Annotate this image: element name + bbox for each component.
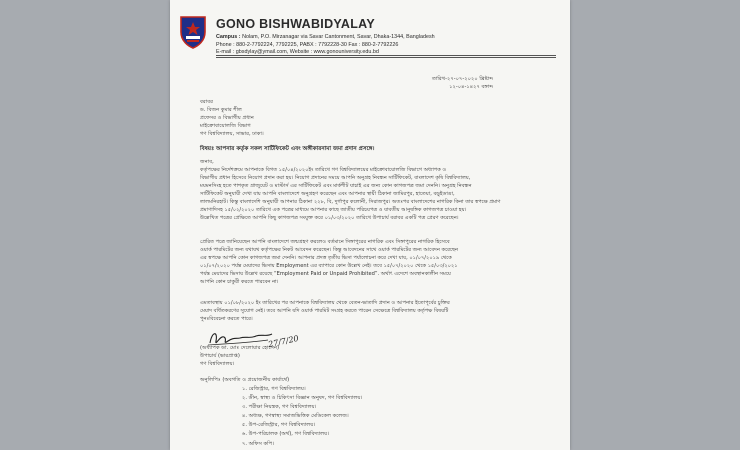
paragraph-line: আপনি কোন চাকুরী করতে পারবেন না। [200, 279, 279, 285]
recipient-block [200, 98, 264, 138]
paragraph-line: এর স্বপক্ষে আপনি কোন কাগজপত্র জমা দেননি। আপনার প্রদত্ত তৃতীয় ভিসা পর্যালোচনা করে দেখা যায়, ০১/০৭/২০১৯ থেকে [200, 255, 452, 261]
paragraph-line: ময়মনসিংহ হতে পাশকৃত গ্রাজুয়েট ও মাস্টার্স এর সার্টিফিকেট এবং মার্কশীট যাচাই এর জন্য কোন কাগজপত্র জমা দেননি। অনুগ্রহ নিবন্ধন [200, 183, 472, 189]
paragraph-line: উল্লেখিত পত্রের প্রেক্ষিতে আপনি কিছু কাগজপত্র সংযুক্ত করে ০১/০৩/২০২০ তারিখে উপাচার্য বরাবর একটি পত্র প্রেরণ করেছেন। [200, 215, 459, 221]
recipient-line: গণ বিশ্ববিদ্যালয়, সাভার, ঢাকা। [200, 131, 264, 137]
paragraph-line: বিভাগীয় প্রধান হিসেবে নিয়োগ প্রদান করা হয়। নিয়োগ প্রদানের সময়ে আপনি অনুগ্রহ নিবন্ধন সার্টিফিকেট, বাংলাদেশ কৃষি বিশ্ববিদ্যালয়, [200, 175, 471, 181]
letter-page [170, 0, 570, 450]
signer-block [200, 344, 279, 368]
signature-date: 27/7/20 [267, 333, 300, 350]
paragraph-line: প্রমাণাদিসহ ১৫/০২/২০২০ তারিখে এক পত্রের মাধ্যমে আপনার কাছে জাতীয় পরিচয়পত্র ও যাবতীয় আনুষঙ্গিক কাগজপত্র চাওয়া হয়। [200, 207, 467, 213]
signer-line: (অধ্যাপক ডা. মোঃ দেলোয়ার হোসেন) [200, 345, 280, 351]
list-item: ৬. উপ-পরিচালক (অর্থ), গণ বিশ্ববিদ্যালয়। [242, 431, 330, 438]
phone-line: Phone : 880-2-7792224, 7792225, PABX : 7792228-30 Fax : 880-2-7792226 [216, 41, 399, 48]
date-bangla: ১২-০৪-১৪২৭ বঙ্গাব্দ [449, 84, 493, 90]
body-paragraph-1 [200, 166, 545, 222]
university-name: GONO BISHWABIDYALAY [216, 17, 375, 31]
signer-line: গণ বিশ্ববিদ্যালয়। [200, 361, 235, 367]
body-paragraph-3 [200, 299, 545, 323]
paragraph-line: ওয়ার্ক পারমিটের জন্য যথাযথ কর্তৃপক্ষের নিকট আবেদন করেছেন। কিন্তু আবেদনের সাথে ওয়ার্ক পারমিটের জন্য আবেদন করেছেন [200, 247, 459, 253]
letter-date [432, 75, 493, 91]
university-logo-icon [178, 14, 208, 50]
recipient-line: মাইক্রোবায়োলজি বিভাগ [200, 123, 251, 129]
campus-line [216, 34, 546, 42]
letter-subject: বিষয়ঃ আপনার কর্তৃক সকল সার্টিফিকেট এবং অঙ্গীকারনামা জমা প্রদান প্রসঙ্গে। [200, 146, 375, 152]
paragraph-line: কর্তৃপক্ষের নির্দেশক্রমে আপনাকে বিগত ১৫/০৪/২০২০ইং তারিখে গণ বিশ্ববিদ্যালয়ের মাইক্রোবায়োলজি বিভাগে অধ্যাপক ও [200, 167, 447, 173]
salutation: জনাব, [200, 159, 214, 165]
paragraph-line: পুনঃবিবেচনা করতে পারে। [200, 316, 253, 322]
campus-label: Campus : [216, 34, 241, 40]
list-item: ৩. পরীক্ষা নিয়ন্ত্রক, গণ বিশ্ববিদ্যালয়। [242, 404, 317, 411]
list-item: ৫. উপ-রেজিস্ট্রার, গণ বিশ্ববিদ্যালয়। [242, 422, 316, 429]
body-paragraph-2 [200, 238, 545, 286]
date-gregorian: তারিখ-২৭-০৭-২০২০ খ্রিষ্টাব্দ [432, 76, 493, 82]
recipient-line: প্রফেসর ও বিভাগীয় প্রধান [200, 115, 254, 121]
list-item: ৭. অফিস কপি। [242, 440, 275, 447]
recipient-line: বরাবর [200, 99, 213, 105]
signer-line: উপাচার্য (ভারপ্রাপ্ত) [200, 353, 240, 359]
paragraph-line: প্রেরিত পত্রে জানিয়েছেন আপনি বাংলাদেশে জন্মগ্রহণ করলেও বর্তমানে সিঙ্গাপুরের নাগরিক এবং সিঙ্গাপুরের নাগরিক হিসেবে [200, 239, 450, 245]
paragraph-line: সার্টিফিকেট অনুযায়ী দেখা যায় আপনি বাংলাদেশে অনুগ্রহণ করেছেন এবং আপনার স্থায়ী ঠিকানা জামিরপুর, হাতেয়া, বড়ুইডাঙা, [200, 191, 455, 197]
letterhead-contact [216, 34, 546, 57]
campus-address: Nolam, P.O. Mirzanagar via Savar Cantonment, Savar, Dhaka-1344, Bangladesh [242, 34, 435, 40]
recipient-line: ড. বিজন কুমার শীল [200, 107, 242, 113]
letterhead-rule [216, 57, 556, 58]
paragraph-line: ০১/০৭/২০২০ পর্যন্ত মেয়াদের ভিসায় Employment এর ব্যাপারে কোন উল্লেখ নেই। তবে ১৫/০৭/২০২০ থেকে ১৫/০৩/২০২১ [200, 263, 458, 269]
list-item: ৪. অধ্যক্ষ, গণস্বাস্থ্য সমাজভিত্তিক মেডিকেল কলেজ। [242, 413, 349, 420]
paragraph-line: পর্যন্ত মেয়াদের ভিসায় উল্লেখ রয়েছে “Employment Paid or Unpaid Prohibited”. অর্থাৎ এদেশে অবস্থানকালীন সময়ে [200, 271, 451, 277]
list-item: ২. ডীন, স্বাস্থ্য ও চিকিৎসা বিজ্ঞান অনুষদ, গণ বিশ্ববিদ্যালয়। [242, 395, 363, 402]
letterhead-rule [216, 55, 556, 56]
copy-to-title: অনুলিপিঃ (অবগতি ও প্রয়োজনীয় কার্যার্থে) [200, 377, 290, 383]
copy-to-list [242, 385, 362, 449]
paragraph-line: মেয়াদ বর্ধিতকরণের সুযোগ নেই। তবে আপনি যদি ওয়ার্ক পারমিট সংগ্রহ করতে পারেন সেক্ষেত্রে বিশ্ববিদ্যালয় কর্তৃপক্ষ বিষয়টি [200, 308, 449, 314]
email-line: E-mail : gbsdylay@ymail.com, Website : www.gonouniversity.edu.bd [216, 49, 379, 56]
paragraph-line: লালমনিরহাট। কিন্তু বাংলাদেশি অনুযায়ী আপনার ঠিকানা ২২৮, বি, দুর্গাপুর কলোনী, সিরাজপুর। অতঃপর বাংলাদেশের নাগরিক কিনা তার স্বপক্ষে প্রমাণ [200, 199, 501, 205]
list-item: ১. রেজিস্ট্রার, গণ বিশ্ববিদ্যালয়। [242, 386, 306, 392]
paragraph-line: এমতাবস্থায় ০১/০৮/২০২০ ইং তারিখের পর আপনাকে বিশ্ববিদ্যালয় থেকে বেতন-ভাতাদি প্রদান ও আপনার ইতোপূর্বের চুক্তির [200, 300, 450, 306]
